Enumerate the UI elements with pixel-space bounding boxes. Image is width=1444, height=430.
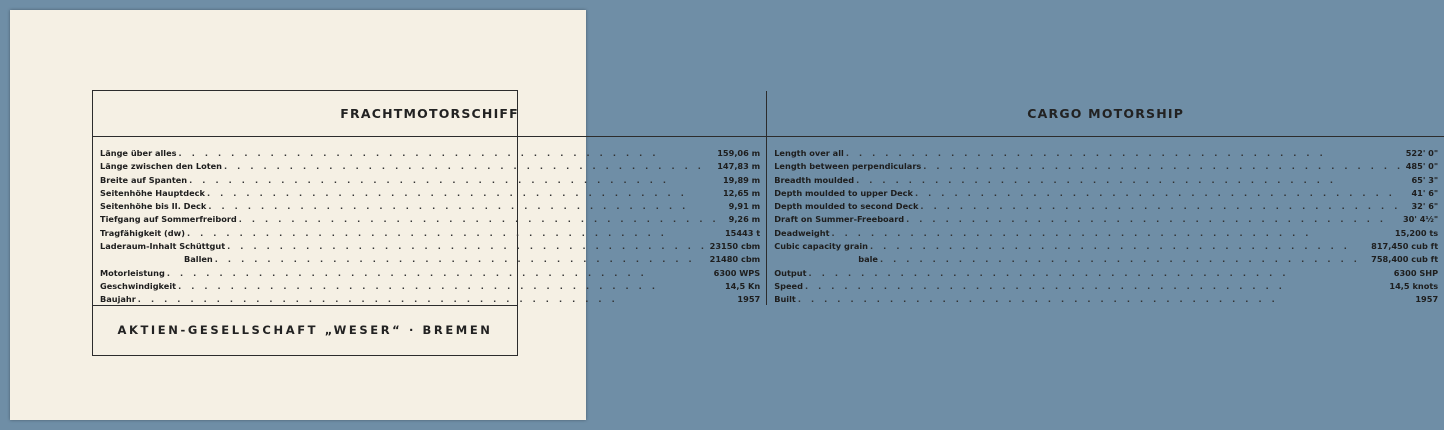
spec-label: Seitenhöhe bis II. Deck — [100, 201, 207, 212]
spec-label: Tragfähigkeit (dw) — [100, 227, 185, 238]
spec-value: 30' 4½" — [1402, 214, 1439, 225]
spec-row — [774, 293, 1438, 306]
spec-row — [774, 267, 1438, 280]
english-title: CARGO MOTORSHIP — [767, 91, 1444, 137]
spec-value: 15,200 ts — [1394, 227, 1439, 238]
spec-label: Output — [774, 267, 807, 278]
spec-label: Cubic capacity grain — [774, 241, 869, 252]
spec-row — [100, 174, 760, 187]
spec-label: bale — [858, 254, 878, 265]
english-column — [767, 91, 1444, 305]
spec-row — [100, 253, 760, 266]
spec-row — [100, 240, 760, 253]
spec-row — [100, 147, 760, 160]
spec-label: Länge zwischen den Loten — [100, 161, 222, 172]
german-title: FRACHTMOTORSCHIFF — [93, 91, 766, 137]
spec-label: Length over all — [774, 148, 844, 158]
spec-label: Built — [774, 294, 796, 305]
spec-row — [774, 280, 1438, 293]
spec-value: 522' 0" — [1405, 148, 1439, 158]
spec-row — [774, 200, 1438, 213]
spec-value: 41' 6" — [1411, 187, 1439, 198]
german-column — [93, 91, 767, 305]
english-rows — [767, 137, 1444, 307]
spec-row — [774, 253, 1438, 266]
spec-value: 1957 — [737, 294, 761, 305]
spec-label: Speed — [774, 280, 803, 291]
spec-row — [100, 160, 760, 173]
spec-label: Tiefgang auf Sommerfreibord — [100, 214, 237, 225]
spec-label: Deadweight — [774, 227, 830, 238]
german-rows — [93, 137, 766, 307]
spec-row — [774, 174, 1438, 187]
spec-row — [100, 213, 760, 226]
spec-value: 6300 WPS — [713, 267, 761, 278]
spec-value: 159,06 m — [717, 148, 761, 158]
spec-label: Ballen — [184, 254, 213, 265]
spec-label: Länge über alles — [100, 148, 177, 158]
spec-label: Seitenhöhe Hauptdeck — [100, 187, 205, 198]
spec-row — [774, 160, 1438, 173]
spec-label: Breite auf Spanten — [100, 174, 188, 185]
spec-value: 19,89 m — [722, 174, 761, 185]
spec-row — [100, 227, 760, 240]
spec-row — [100, 187, 760, 200]
spec-row — [100, 267, 760, 280]
spec-row — [774, 227, 1438, 240]
spec-value: 485' 0" — [1405, 161, 1439, 172]
spec-value: 14,5 Kn — [724, 280, 761, 291]
spec-label: Laderaum-Inhalt Schüttgut — [100, 241, 226, 252]
spec-value: 9,26 m — [728, 214, 761, 225]
spec-label: Depth moulded to second Deck — [774, 201, 919, 212]
shipyard-footer: AKTIEN-GESELLSCHAFT „WESER“ · BREMEN — [92, 306, 518, 356]
spec-value: 15443 t — [724, 227, 761, 238]
spec-row — [100, 293, 760, 306]
spec-row — [100, 280, 760, 293]
spec-label: Baujahr — [100, 294, 136, 305]
spec-row — [774, 240, 1438, 253]
spec-value: 6300 SHP — [1393, 267, 1439, 278]
spec-row — [774, 147, 1438, 160]
spec-value: 758,400 cub ft — [1371, 254, 1439, 265]
spec-row — [774, 187, 1438, 200]
spec-label: Length between perpendiculars — [774, 161, 922, 172]
spec-card — [10, 10, 1439, 420]
spec-row — [100, 200, 760, 213]
spec-value: 817,450 cub ft — [1371, 241, 1439, 252]
spec-value: 147,83 m — [717, 161, 761, 172]
spec-value: 21480 cbm — [709, 254, 761, 265]
spec-value: 65' 3" — [1411, 174, 1439, 185]
spec-value: 14,5 knots — [1389, 280, 1439, 291]
spec-table — [92, 90, 1439, 306]
spec-row — [774, 213, 1438, 226]
spec-value: 1957 — [1415, 294, 1439, 305]
spec-label: Depth moulded to upper Deck — [774, 187, 913, 198]
spec-value: 9,91 m — [728, 201, 761, 212]
spec-label: Breadth moulded — [774, 174, 855, 185]
spec-value: 12,65 m — [722, 187, 761, 198]
spec-value: 23150 cbm — [709, 241, 761, 252]
spec-label: Draft on Summer-Freeboard — [774, 214, 905, 225]
spec-value: 32' 6" — [1411, 201, 1439, 212]
spec-label: Geschwindigkeit — [100, 280, 177, 291]
spec-label: Motorleistung — [100, 267, 165, 278]
